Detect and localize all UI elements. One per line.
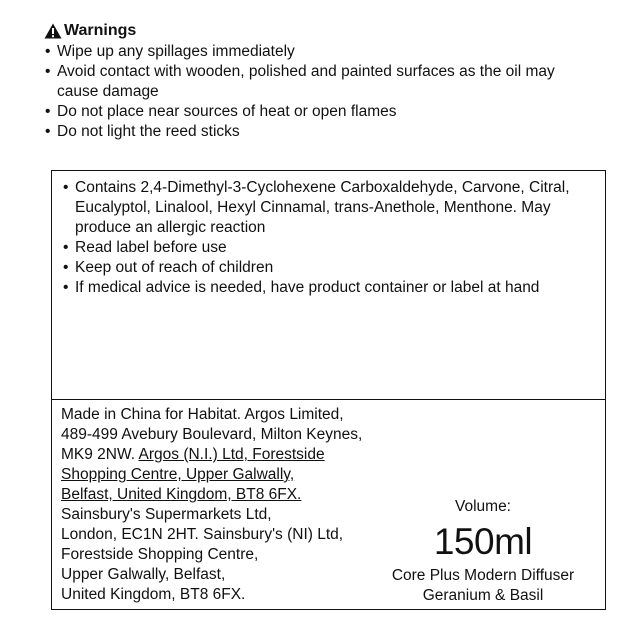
warnings-list [44, 42, 614, 142]
hazard-item: • Contains 2,4-Dimethyl-3-Cyclohexene Carboxaldehyde, Carvone, Citral, Eucalyptol, Linalool, Hexyl Cinnamal, trans-Anethole, Menthone. May produce an allergic reaction [62, 178, 592, 238]
product-info [373, 497, 593, 606]
hazard-item: • Keep out of reach of children [62, 258, 592, 278]
product-name: Core Plus Modern Diffuser [391, 567, 575, 584]
warnings-section [44, 20, 614, 142]
address-line: Shopping Centre, Upper Galwally, [61, 466, 295, 483]
address-line [61, 445, 391, 465]
warning-triangle-icon [44, 23, 62, 39]
volume-label: Volume: [454, 498, 511, 515]
warning-item: • Avoid contact with wooden, polished and painted surfaces as the oil may cause damage [44, 62, 614, 102]
hazard-item: • Read label before use [62, 238, 592, 258]
warning-item: • Do not light the reed sticks [44, 122, 614, 142]
warnings-heading [44, 20, 614, 42]
hazard-statements-list [62, 178, 592, 298]
warning-item: • Wipe up any spillages immediately [44, 42, 614, 62]
product-variant: Geranium & Basil [422, 587, 544, 604]
address-line: Sainsbury's Supermarkets Ltd, [61, 506, 272, 523]
warning-item: • Do not place near sources of heat or open flames [44, 102, 614, 122]
address-text: MK9 2NW. [61, 446, 139, 463]
address-line: Forestside Shopping Centre, [61, 546, 259, 563]
address-line: Made in China for Habitat. Argos Limited, [61, 406, 344, 423]
address-line: 489-499 Avebury Boulevard, Milton Keynes, [61, 426, 363, 443]
address-line: United Kingdom, BT8 6FX. [61, 586, 246, 603]
hazard-item: • If medical advice is needed, have product container or label at hand [62, 278, 592, 298]
address-line: London, EC1N 2HT. Sainsbury's (NI) Ltd, [61, 526, 344, 543]
label-box [51, 170, 606, 610]
volume-value: 150ml [433, 521, 533, 562]
address-underlined-text: Argos (N.I.) Ltd, Forestside [138, 446, 325, 463]
address-line: Belfast, United Kingdom, BT8 6FX. [61, 486, 302, 503]
box-divider [52, 399, 605, 400]
address-line: Upper Galwally, Belfast, [61, 566, 226, 583]
manufacturer-address [61, 405, 391, 605]
warnings-title: Warnings [64, 22, 137, 39]
